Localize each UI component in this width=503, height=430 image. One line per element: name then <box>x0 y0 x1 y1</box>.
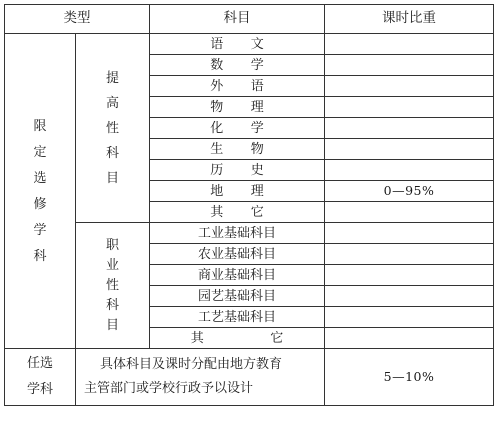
ratio-cell <box>325 34 494 55</box>
curriculum-table <box>4 4 494 406</box>
improve-char: 提 <box>105 70 119 86</box>
improve-char: 科 <box>105 145 119 161</box>
improve-char: 性 <box>105 120 119 136</box>
subject-cell: 物 理 <box>150 97 325 118</box>
subject-cell: 语 文 <box>150 34 325 55</box>
subject-cell: 化 学 <box>150 118 325 139</box>
subject-cell: 其 它 <box>150 202 325 223</box>
optional-label-line2: 学科 <box>26 382 53 397</box>
vocational-char: 科 <box>105 298 119 313</box>
ratio-value-optional: 5—10% <box>325 349 494 406</box>
subject-cell: 其 它 <box>150 328 325 349</box>
vocational-char: 职 <box>105 238 119 253</box>
ratio-value-limited: 0—95% <box>325 181 494 202</box>
table-row <box>5 34 494 55</box>
limited-char: 学 <box>33 222 47 238</box>
limited-elective-text <box>32 107 48 276</box>
ratio-cell <box>325 202 494 223</box>
ratio-cell <box>325 139 494 160</box>
header-type: 类型 <box>5 5 150 34</box>
improve-char: 高 <box>105 95 119 111</box>
curriculum-table-page <box>4 4 499 425</box>
optional-description <box>76 349 325 406</box>
optional-label-line1: 任选 <box>26 356 53 371</box>
subject-cell: 历 史 <box>150 160 325 181</box>
vocational-subjects-label <box>76 223 150 349</box>
limited-char: 科 <box>33 248 47 264</box>
subject-cell: 农业基础科目 <box>150 244 325 265</box>
subject-cell: 工艺基础科目 <box>150 307 325 328</box>
ratio-cell <box>325 97 494 118</box>
optional-desc-line1: 具体科目及课时分配由地方教育 <box>100 357 283 372</box>
subject-cell: 生 物 <box>150 139 325 160</box>
limited-char: 定 <box>33 144 47 160</box>
limited-elective-label <box>5 34 76 349</box>
improve-char: 目 <box>105 170 119 186</box>
subject-cell: 商业基础科目 <box>150 265 325 286</box>
ratio-cell <box>325 76 494 97</box>
limited-char: 选 <box>33 170 47 186</box>
ratio-cell <box>325 244 494 265</box>
subject-cell: 工业基础科目 <box>150 223 325 244</box>
ratio-cell <box>325 286 494 307</box>
subject-cell: 地 理 <box>150 181 325 202</box>
limited-char: 限 <box>33 118 47 134</box>
vocational-subjects-text <box>105 232 121 339</box>
vocational-char: 业 <box>105 258 119 273</box>
optional-row <box>5 349 494 406</box>
ratio-cell <box>325 328 494 349</box>
optional-desc-line2: 主管部门或学校行政予以设计 <box>84 381 254 396</box>
ratio-cell <box>325 265 494 286</box>
limited-char: 修 <box>33 196 47 212</box>
ratio-cell <box>325 307 494 328</box>
subject-cell: 数 学 <box>150 55 325 76</box>
header-subject: 科目 <box>150 5 325 34</box>
vocational-char: 目 <box>105 318 119 333</box>
ratio-cell <box>325 118 494 139</box>
table-row <box>5 223 494 244</box>
vocational-char: 性 <box>105 278 119 293</box>
subject-cell: 外 语 <box>150 76 325 97</box>
ratio-cell <box>325 160 494 181</box>
improve-subjects-label <box>76 34 150 223</box>
optional-label <box>5 349 76 406</box>
ratio-cell <box>325 55 494 76</box>
subject-cell: 园艺基础科目 <box>150 286 325 307</box>
header-ratio: 课时比重 <box>325 5 494 34</box>
header-row <box>5 5 494 34</box>
ratio-cell <box>325 223 494 244</box>
improve-subjects-text <box>105 60 121 197</box>
